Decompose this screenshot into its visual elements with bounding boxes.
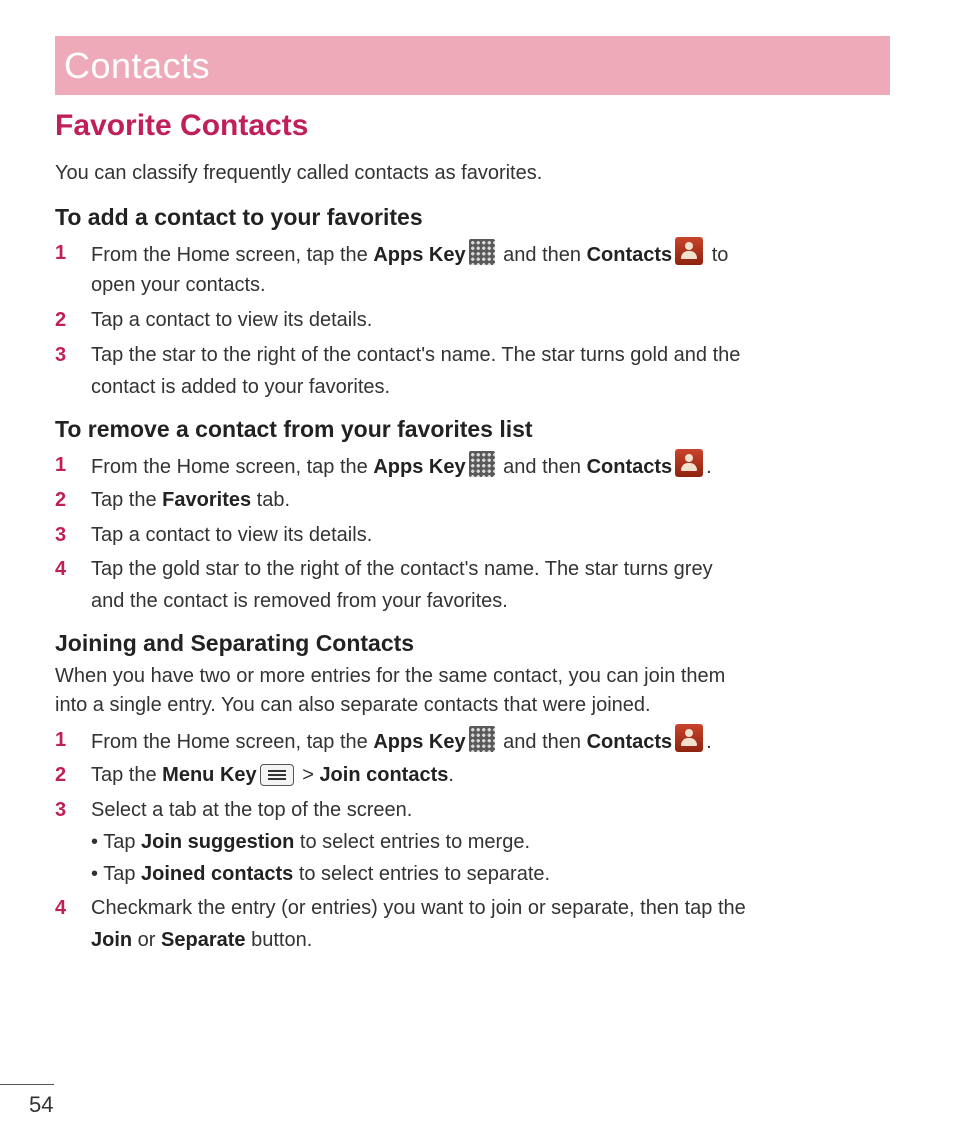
apps-grid-icon: [469, 726, 495, 752]
join-step-4-cont: [55, 924, 895, 956]
join-step-2: [55, 759, 895, 791]
step-text: Checkmark the entry (or entries) you want to join or separate, then tap the: [91, 897, 746, 919]
heading-remove-favorites: To remove a contact from your favorites list: [55, 416, 533, 442]
step-number: 1: [55, 454, 67, 476]
remove-step-3: [55, 519, 895, 551]
contacts-label: Contacts: [586, 731, 673, 753]
menu-key-icon: [260, 764, 294, 786]
step-number: 2: [55, 309, 67, 331]
join-step-4: [55, 892, 895, 924]
section-title: Favorite Contacts: [55, 109, 309, 142]
step-text: Tap the star to the right of the contact's name. The star turns gold and the: [91, 344, 741, 366]
join-step-3: [55, 794, 895, 826]
step-text: From the Home screen, tap the: [91, 244, 374, 266]
step-number: 3: [55, 524, 67, 546]
remove-step-1: [55, 449, 895, 483]
step-text: button.: [245, 929, 313, 951]
step-number: 4: [55, 897, 67, 919]
step-text: Tap the: [91, 489, 163, 511]
join-step-1: [55, 724, 895, 758]
chapter-banner: Contacts: [55, 36, 890, 95]
join-suggestion-label: Join suggestion: [141, 831, 295, 853]
step-text: .: [448, 764, 454, 786]
heading-add-favorites: To add a contact to your favorites: [55, 204, 423, 230]
bullet-join-suggestion: [91, 826, 891, 858]
step-number: 1: [55, 242, 67, 264]
step-text: .: [706, 456, 712, 478]
step-text: Tap the gold star to the right of the contact's name. The star turns grey: [91, 558, 713, 580]
add-step-3-cont: [55, 371, 895, 403]
step-text: Tap a contact to view its details.: [91, 309, 373, 331]
joining-intro-line-2: into a single entry. You can also separate contacts that were joined.: [55, 694, 651, 716]
step-text: From the Home screen, tap the: [91, 731, 374, 753]
bullet-text: to select entries to separate.: [293, 863, 551, 885]
step-text: and then: [497, 731, 587, 753]
step-text: and the contact is removed from your favorites.: [91, 590, 508, 612]
favorites-tab-label: Favorites: [162, 489, 252, 511]
apps-grid-icon: [469, 239, 495, 265]
add-step-1: [55, 237, 895, 271]
step-text: Tap the: [91, 764, 163, 786]
step-text: open your contacts.: [91, 274, 266, 296]
step-number: 3: [55, 344, 67, 366]
page-number: 54: [29, 1092, 54, 1117]
step-text: tab.: [251, 489, 291, 511]
remove-step-4-cont: [55, 585, 895, 617]
remove-step-2: [55, 484, 895, 516]
step-number: 2: [55, 489, 67, 511]
apps-grid-icon: [469, 451, 495, 477]
joining-intro-line-1: When you have two or more entries for the same contact, you can join them: [55, 665, 726, 687]
step-text: or: [132, 929, 162, 951]
remove-step-4: [55, 553, 895, 585]
bullet-text: • Tap: [91, 831, 141, 853]
contacts-label: Contacts: [586, 244, 673, 266]
step-text: to: [706, 244, 729, 266]
add-step-2: [55, 304, 895, 336]
join-contacts-label: Join contacts: [319, 764, 449, 786]
step-number: 1: [55, 729, 67, 751]
heading-joining: Joining and Separating Contacts: [55, 630, 415, 656]
contacts-icon: [675, 237, 703, 265]
menu-key-label: Menu Key: [162, 764, 257, 786]
contacts-icon: [675, 449, 703, 477]
bullet-text: to select entries to merge.: [294, 831, 531, 853]
contacts-icon: [675, 724, 703, 752]
step-text: Select a tab at the top of the screen.: [91, 799, 413, 821]
contacts-label: Contacts: [586, 456, 673, 478]
apps-key-label: Apps Key: [373, 731, 466, 753]
bullet-text: • Tap: [91, 863, 141, 885]
step-text: From the Home screen, tap the: [91, 456, 374, 478]
step-text: >: [296, 764, 320, 786]
separate-button-label: Separate: [161, 929, 246, 951]
add-step-3: [55, 339, 895, 371]
add-step-1-cont: [55, 269, 895, 301]
step-text: and then: [497, 456, 587, 478]
apps-key-label: Apps Key: [373, 244, 466, 266]
join-button-label: Join: [91, 929, 133, 951]
section-intro: You can classify frequently called contacts as favorites.: [55, 162, 543, 184]
step-text: and then: [497, 244, 587, 266]
step-text: .: [706, 731, 712, 753]
footer-divider: [0, 1084, 54, 1085]
apps-key-label: Apps Key: [373, 456, 466, 478]
joined-contacts-label: Joined contacts: [141, 863, 294, 885]
bullet-joined-contacts: [91, 858, 891, 890]
step-text: contact is added to your favorites.: [91, 376, 391, 398]
step-number: 3: [55, 799, 67, 821]
step-text: Tap a contact to view its details.: [91, 524, 373, 546]
step-number: 2: [55, 764, 67, 786]
step-number: 4: [55, 558, 67, 580]
